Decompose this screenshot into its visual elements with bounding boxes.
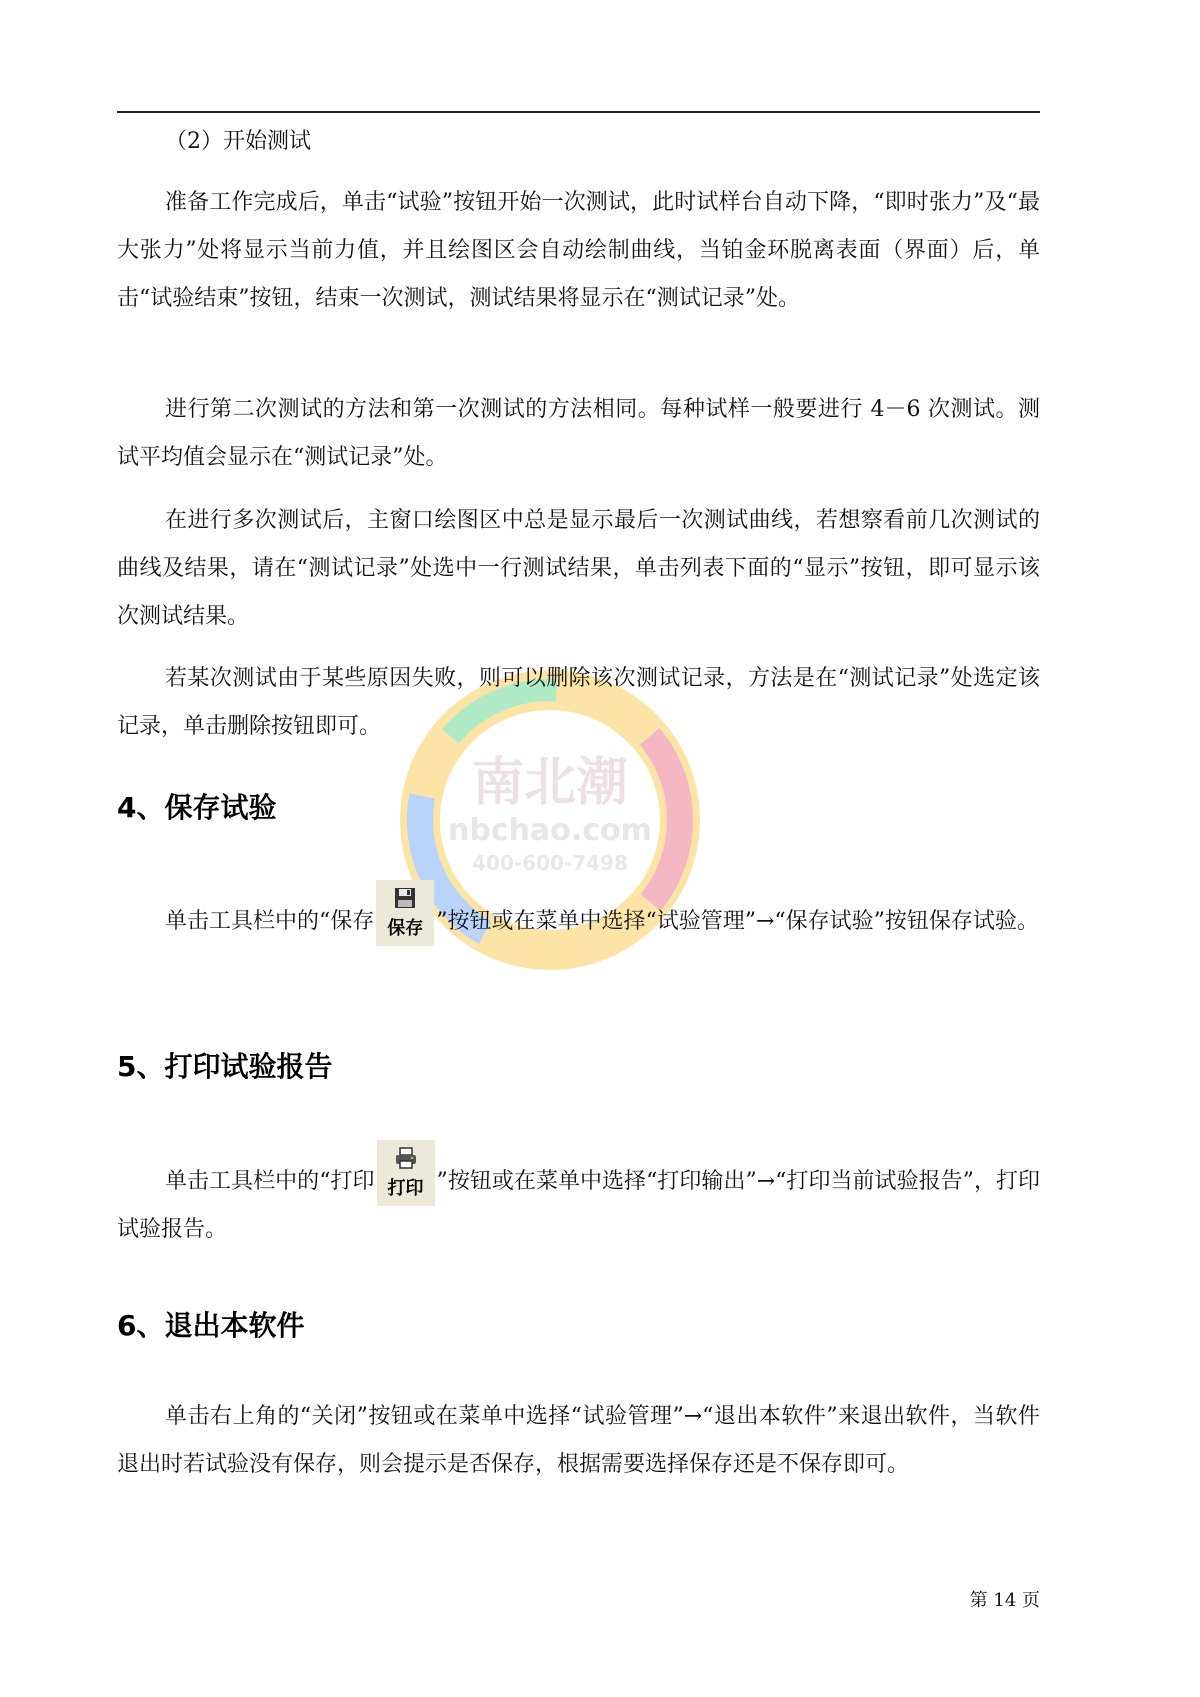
paragraph-print-report — [117, 1140, 1040, 1254]
save-toolbar-button — [376, 880, 434, 946]
paragraph-second-test: 进行第二次测试的方法和第一次测试的方法相同。每种试样一般要进行 4－6 次测试。测试平均值会显示在“测试记录”处。 — [117, 397, 1040, 470]
floppy-disk-icon — [393, 886, 417, 910]
paragraph-start-test: 准备工作完成后，单击“试验”按钮开始一次测试，此时试样台自动下降，“即时张力”及“最大张力”处将显示当前力值，并且绘图区会自动绘制曲线，当铂金环脱离表面（界面）后，单击“试验结束”按钮，结束一次测试，测试结果将显示在“测试记录”处。 — [117, 190, 1040, 311]
header-rule — [117, 111, 1040, 113]
heading-save-test: 4、保存试验 — [117, 791, 277, 824]
printer-icon — [394, 1146, 418, 1170]
save-button-label: 保存 — [387, 918, 424, 939]
paragraph-save-test — [117, 880, 1040, 946]
print-text-after: ”按钮或在菜单中选择“打印输出”→“打印当前试验报告”，打印试验报告。 — [117, 1169, 1041, 1242]
print-button-label: 打印 — [387, 1178, 424, 1199]
page-number: 第 14 页 — [969, 1590, 1040, 1611]
heading-print-report: 5、打印试验报告 — [117, 1050, 333, 1083]
save-text-after: ”按钮或在菜单中选择“试验管理”→“保存试验”按钮保存试验。 — [436, 909, 1039, 934]
print-text-before: 单击工具栏中的“打印 — [165, 1169, 375, 1194]
watermark-site: nbchao.com — [448, 813, 652, 848]
watermark-brand: 南北潮 — [471, 753, 629, 813]
watermark-phone: 400-600-7498 — [472, 851, 628, 875]
heading-exit-software: 6、退出本软件 — [117, 1309, 305, 1342]
paragraph-exit-software: 单击右上角的“关闭”按钮或在菜单中选择“试验管理”→“退出本软件”来退出软件，当软件退出时若试验没有保存，则会提示是否保存，根据需要选择保存还是不保存即可。 — [117, 1404, 1040, 1477]
print-toolbar-button — [377, 1140, 435, 1206]
paragraph-delete-record: 若某次测试由于某些原因失败，则可以删除该次测试记录，方法是在“测试记录”处选定该记录，单击删除按钮即可。 — [117, 666, 1040, 739]
paragraph-view-history: 在进行多次测试后，主窗口绘图区中总是显示最后一次测试曲线，若想察看前几次测试的曲线及结果，请在“测试记录”处选中一行测试结果，单击列表下面的“显示”按钮，即可显示该次测试结果。 — [117, 508, 1040, 629]
subheading-start-test: （2）开始测试 — [165, 129, 311, 154]
save-text-before: 单击工具栏中的“保存 — [165, 909, 375, 934]
